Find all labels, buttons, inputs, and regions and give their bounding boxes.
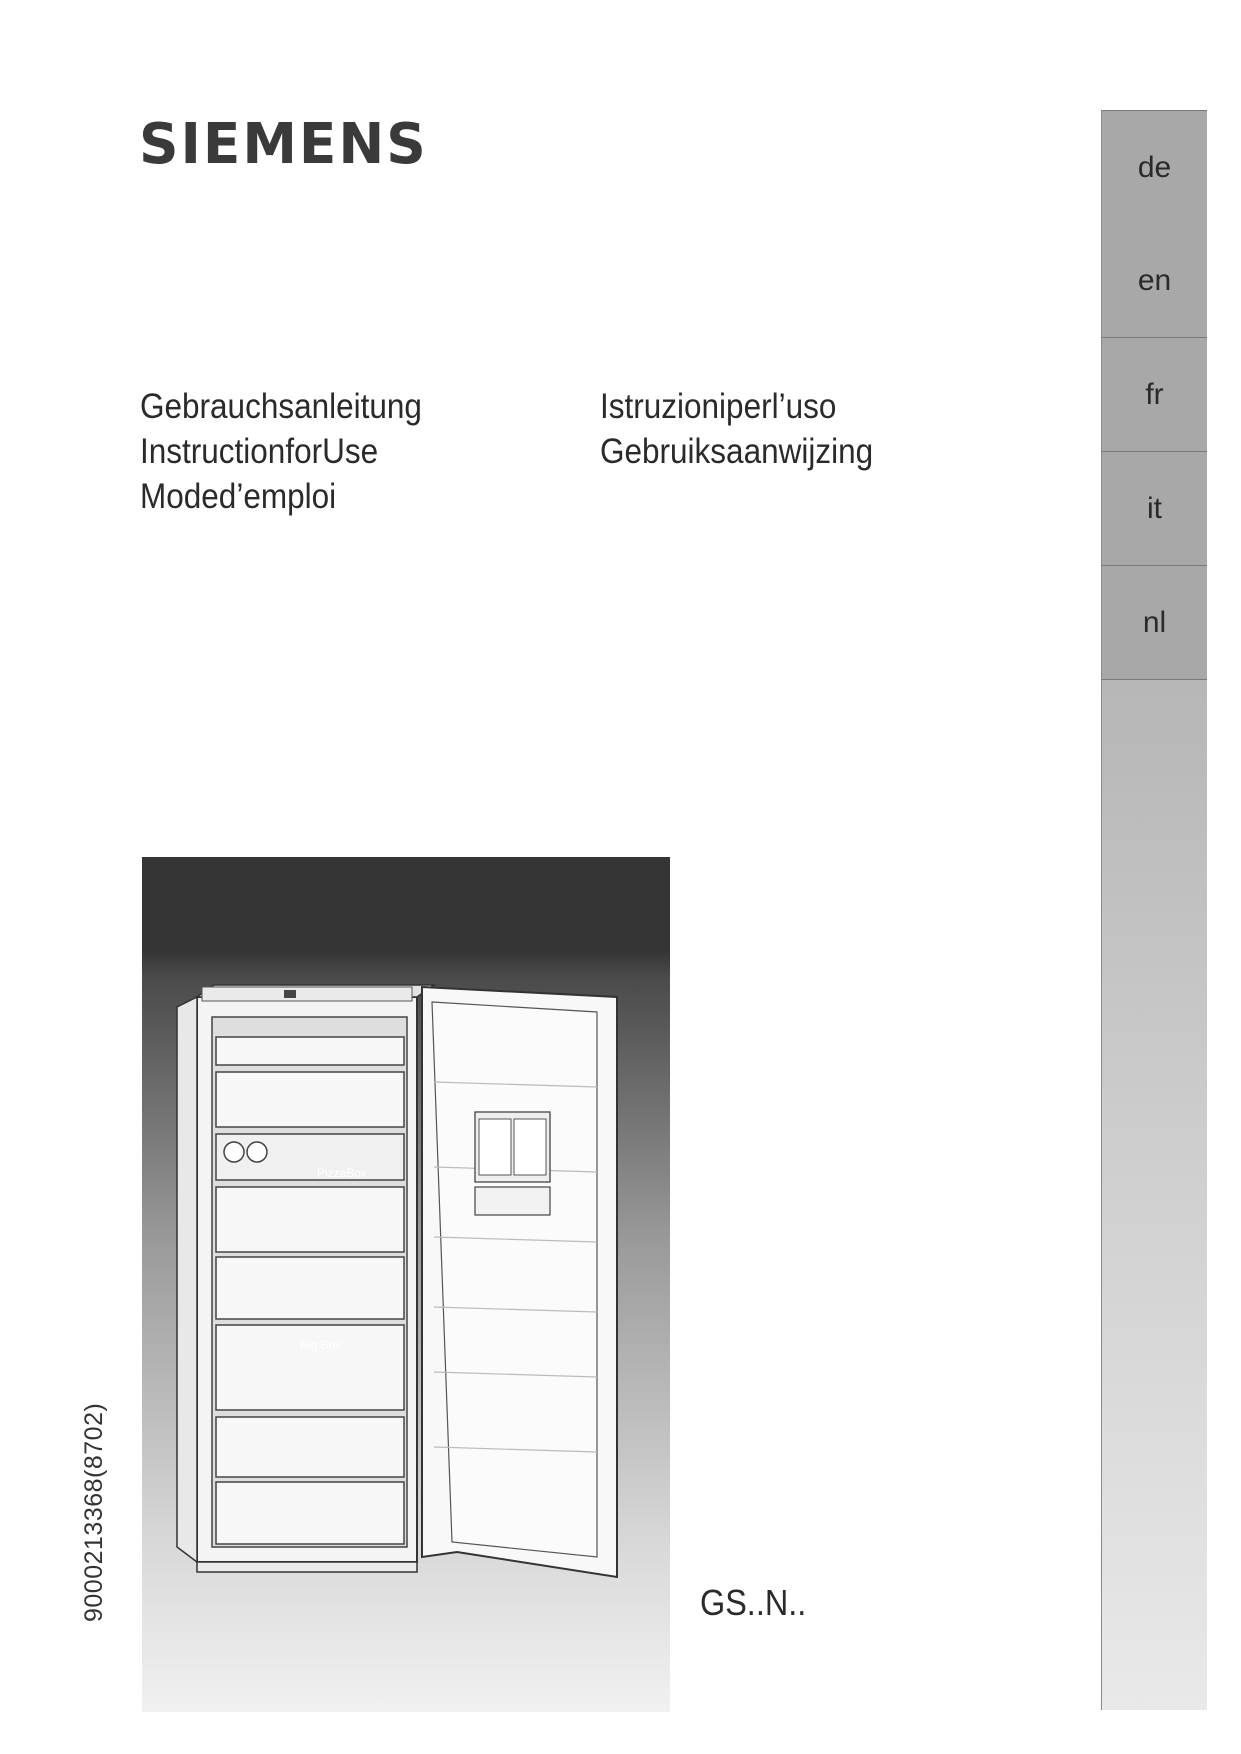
drawers [216, 1037, 404, 1544]
cabinet-base [197, 1562, 417, 1572]
language-tabs [1102, 110, 1207, 680]
ice-tray-1 [224, 1142, 244, 1162]
bigbox-label: Big Box [300, 1338, 342, 1352]
control-panel [202, 987, 412, 1001]
siemens-logo: SIEMENS [139, 112, 428, 177]
control-display [284, 990, 296, 998]
ice-box-right [514, 1119, 546, 1175]
drawer-6 [216, 1417, 404, 1477]
document-code: 9000213368(8702) [80, 1402, 108, 1622]
title-dutch: Gebruiksaanwijzing [600, 432, 874, 471]
title-german: Gebrauchsanleitung [140, 387, 422, 426]
drawer-3 [216, 1187, 404, 1252]
title-english: InstructionforUse [140, 432, 379, 471]
language-tab-it[interactable]: it [1102, 452, 1207, 566]
pizzabox-label: PizzaBox [317, 1166, 368, 1180]
freezer-drawing [142, 857, 670, 1712]
drawer-4 [216, 1257, 404, 1319]
model-number: GS..N.. [700, 1582, 807, 1623]
title-group-right [600, 384, 903, 474]
cabinet-side [177, 997, 197, 1562]
title-group-left [140, 384, 453, 519]
title-french: Moded’emploi [140, 477, 337, 516]
drawer-2 [216, 1072, 404, 1127]
ice-box-left [479, 1119, 511, 1175]
drawer-1 [216, 1037, 404, 1065]
pizzabox-drawer [216, 1134, 404, 1180]
language-tab-fr[interactable]: fr [1102, 338, 1207, 452]
ice-tray-2 [247, 1142, 267, 1162]
freezer-illustration [142, 857, 670, 1712]
language-tab-de[interactable]: de [1102, 110, 1207, 224]
door-inner-panel [432, 1002, 597, 1557]
drawer-7 [216, 1482, 404, 1544]
language-sidebar [1101, 110, 1207, 1710]
ice-controls [475, 1187, 550, 1215]
language-tab-en[interactable]: en [1102, 224, 1207, 338]
language-tab-nl[interactable]: nl [1102, 566, 1207, 680]
title-italian: Istruzioniperl’uso [600, 387, 837, 426]
